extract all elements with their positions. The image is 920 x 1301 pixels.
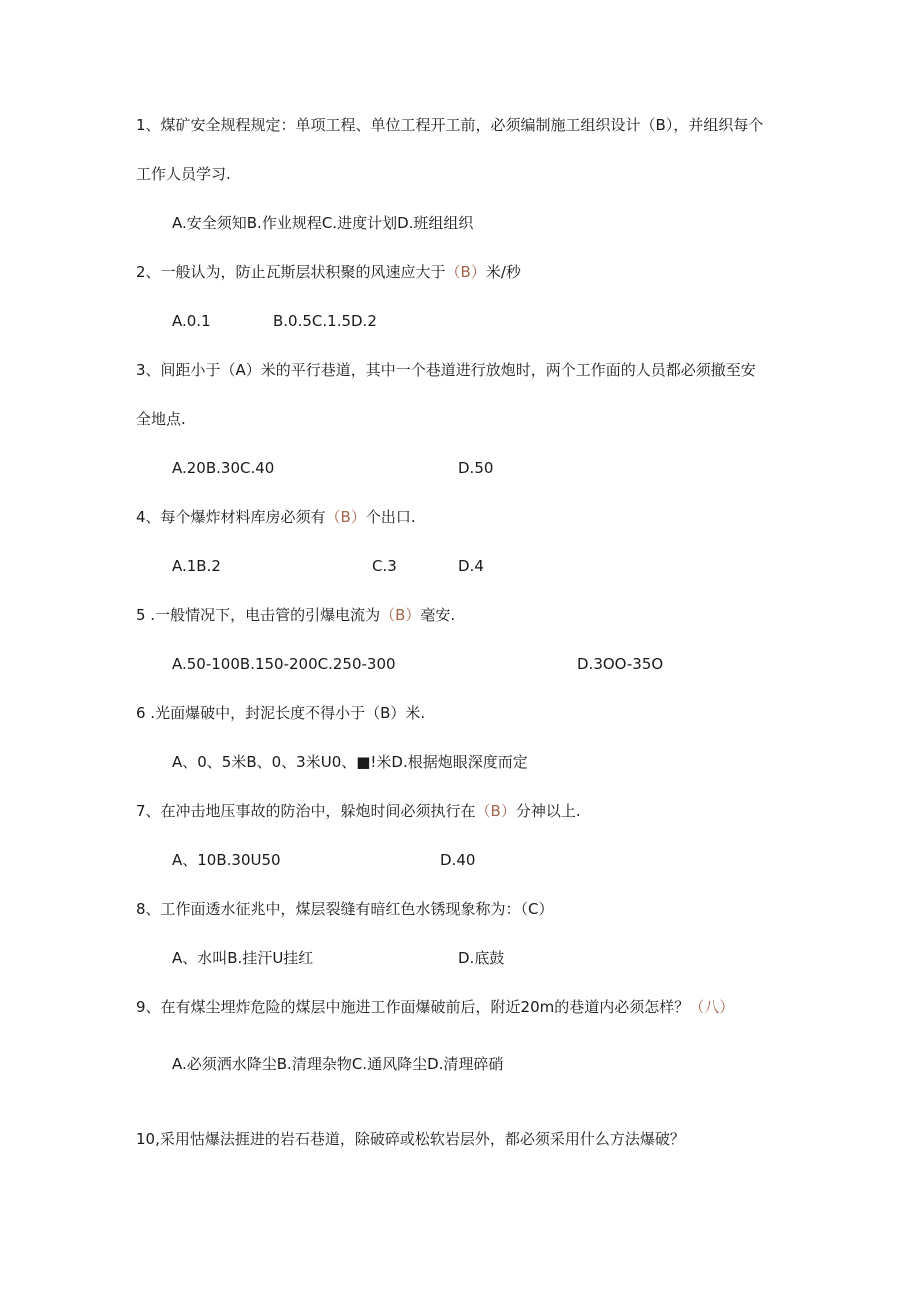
- question-3-line-2: 全地点.: [136, 410, 186, 428]
- question-5-option-d: D.3OO-35O: [577, 655, 664, 673]
- question-6-options: A、0、5米B、0、3米U0、■!米D.根据炮眼深度而定: [172, 753, 528, 771]
- question-1-line-1: 1、煤矿安全规程规定：单项工程、单位工程开工前，必须编制施工组织设计（B），并组织每个: [136, 116, 764, 134]
- question-2-stem: [136, 262, 521, 282]
- question-9-answer: （八）: [689, 998, 735, 1016]
- question-5-answer: （B）: [380, 606, 421, 624]
- question-3-option-d: D.50: [458, 459, 494, 477]
- question-3-option-a: A.20B.30C.40: [172, 459, 275, 477]
- question-2-text: 2、一般认为，防止瓦斯层状积聚的风速应大于: [136, 263, 446, 281]
- question-1-options: A.安全须知B.作业规程C.进度计划D.班组组织: [172, 214, 474, 232]
- question-2-unit: 米/秒: [485, 263, 521, 281]
- question-2-option-a: A.0.1: [172, 312, 211, 330]
- question-8-option-d: D.底鼓: [458, 949, 505, 967]
- question-7-suffix: 分神以上.: [515, 802, 581, 820]
- question-4-text: 4、每个爆炸材料库房必须有: [136, 508, 326, 526]
- question-8-option-a: A、水叫B.挂汗U挂红: [172, 949, 314, 967]
- question-7-stem: [136, 801, 581, 821]
- question-3-line-1: 3、间距小于（A）米的平行巷道，其中一个巷道进行放炮时，两个工作面的人员都必须撤至安: [136, 361, 756, 379]
- question-7-option-d: D.40: [440, 851, 476, 869]
- question-4-option-a: A.1B.2: [172, 557, 221, 575]
- question-7-answer: （B）: [475, 802, 516, 820]
- question-6-stem: 6 .光面爆破中，封泥长度不得小于（B）米.: [136, 704, 426, 722]
- question-5-option-a: A.50-100B.150-200C.250-300: [172, 655, 396, 673]
- question-4-option-c: C.3: [372, 557, 397, 575]
- question-1-line-2: 工作人员学习.: [136, 165, 231, 183]
- question-4-answer: （B）: [325, 508, 366, 526]
- question-5-unit: 毫安.: [420, 606, 456, 624]
- question-9-text: 9、在有煤尘埋炸危险的煤层中施进工作面爆破前后，附近20m的巷道内必须怎样？: [136, 998, 690, 1016]
- question-8-stem: 8、工作面透水征兆中，煤层裂缝有暗红色水锈现象称为：（C）: [136, 900, 554, 918]
- question-9-stem: [136, 997, 734, 1017]
- question-7-text: 7、在冲击地压事故的防治中，躲炮时间必须执行在: [136, 802, 476, 820]
- question-5-text: 5 .一般情况下，电击管的引爆电流为: [136, 606, 381, 624]
- question-2-answer: （B）: [445, 263, 486, 281]
- question-4-stem: [136, 507, 416, 527]
- question-10-stem: 10,采用怙爆法捱进的岩石巷道，除破碎或松软岩层外，都必须采用什么方法爆破？: [136, 1130, 685, 1148]
- question-4-option-d: D.4: [458, 557, 484, 575]
- question-9-options: A.必须洒水降尘B.清理杂物C.通风降尘D.清理碎硝: [172, 1055, 504, 1073]
- question-4-suffix: 个出口.: [365, 508, 416, 526]
- question-5-stem: [136, 605, 455, 625]
- question-2-option-b: B.0.5C.1.5D.2: [273, 312, 377, 330]
- question-7-option-a: A、10B.30U50: [172, 851, 281, 869]
